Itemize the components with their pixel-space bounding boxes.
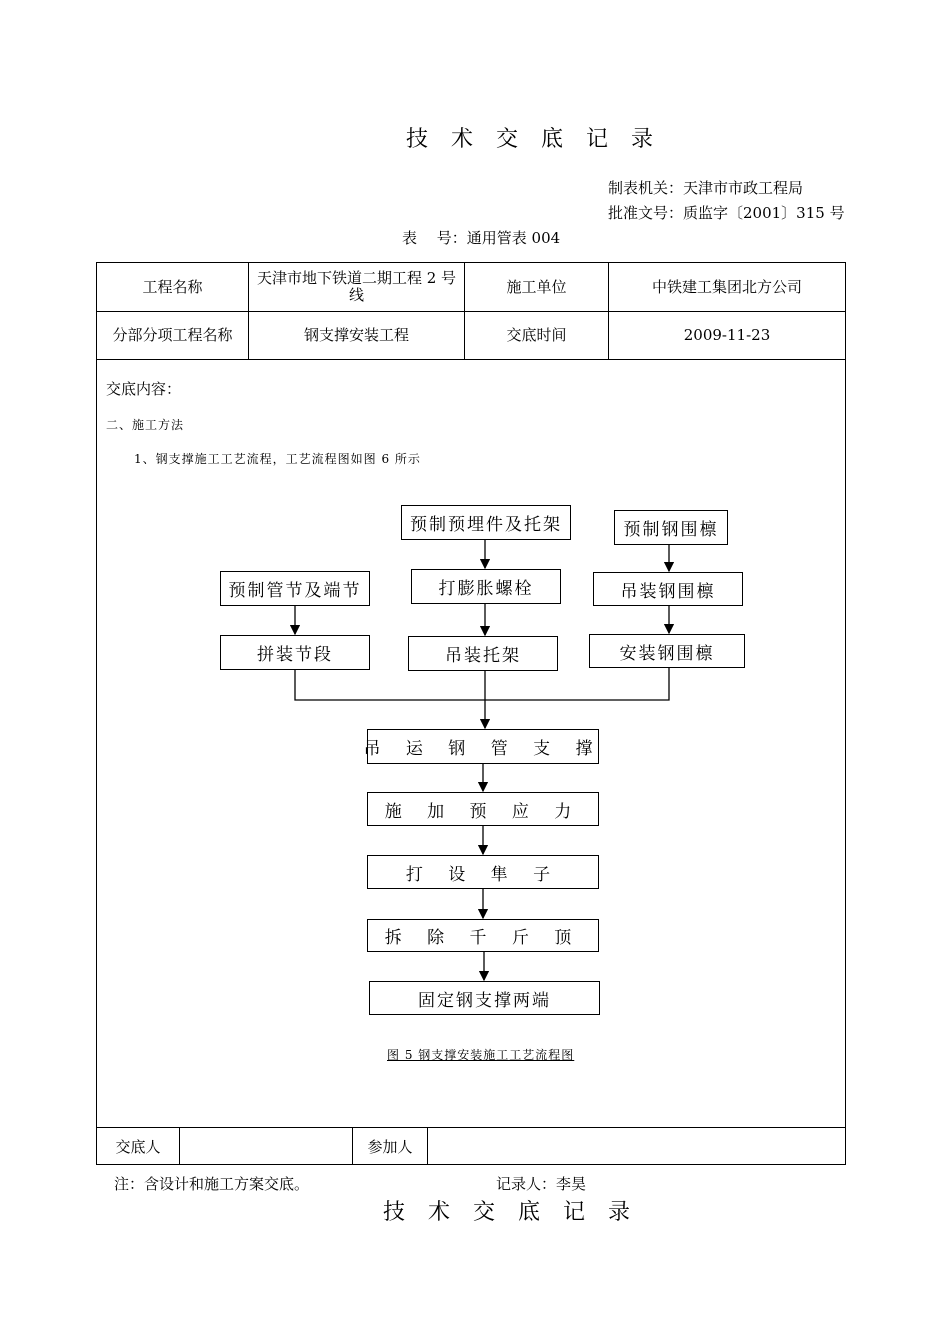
flow-caption: 图 5 钢支撑安装施工工艺流程图 <box>387 1048 575 1062</box>
approval-text: 批准文号：质监字〔2001〕315 号 <box>608 204 845 222</box>
date-value: 2009-11-23 <box>609 312 846 360</box>
flow-node-hoist-waler: 吊装钢围檩 <box>593 572 743 606</box>
document-title: 技 术 交 底 记 录 <box>406 127 661 152</box>
flow-node-assemble-segment: 拼装节段 <box>220 635 370 670</box>
flow-node-expansion-bolt: 打膨胀螺栓 <box>411 569 561 604</box>
flow-node-fix-ends: 固定钢支撑两端 <box>369 981 600 1015</box>
next-page-title: 技 术 交 底 记 录 <box>383 1200 638 1225</box>
footer-note: 注：含设计和施工方案交底。 <box>114 1175 310 1193</box>
sub-project-label: 分部分项工程名称 <box>97 312 249 360</box>
attendee-label: 参加人 <box>353 1128 428 1165</box>
section-heading: 二、施工方法 <box>106 418 185 432</box>
flow-node-remove-jack: 拆 除 千 斤 顶 <box>367 919 599 952</box>
recorder: 记录人：李昊 <box>496 1175 587 1193</box>
flow-node-tenon: 打 设 隼 子 <box>367 855 599 889</box>
issuer-text: 制表机关：天津市市政工程局 <box>608 179 804 197</box>
project-name-label: 工程名称 <box>97 263 249 312</box>
presenter-value <box>180 1128 353 1165</box>
flow-node-prestress: 施 加 预 应 力 <box>367 792 599 826</box>
flow-node-prefab-embed: 预制预埋件及托架 <box>401 505 571 540</box>
form-number: 表 号：通用管表 004 <box>402 229 561 247</box>
presenter-label: 交底人 <box>97 1128 180 1165</box>
signature-table <box>96 1127 846 1165</box>
flow-node-prefab-waler: 预制钢围檩 <box>614 510 728 545</box>
sub-project-value: 钢支撑安装工程 <box>249 312 465 360</box>
content-label: 交底内容： <box>106 380 182 398</box>
flow-node-hoist-bracket: 吊装托架 <box>408 636 558 671</box>
flow-node-install-waler: 安装钢围檩 <box>589 634 745 668</box>
date-label: 交底时间 <box>465 312 609 360</box>
project-name-value: 天津市地下铁道二期工程 2 号线 <box>249 263 465 312</box>
contractor-value: 中铁建工集团北方公司 <box>609 263 846 312</box>
attendee-value <box>428 1128 846 1165</box>
flow-node-hoist-pipe: 吊 运 钢 管 支 撑 <box>367 729 599 764</box>
flow-node-prefab-pipe: 预制管节及端节 <box>220 571 370 606</box>
contractor-label: 施工单位 <box>465 263 609 312</box>
section-item: 1、钢支撑施工工艺流程，工艺流程图如图 6 所示 <box>134 452 421 466</box>
